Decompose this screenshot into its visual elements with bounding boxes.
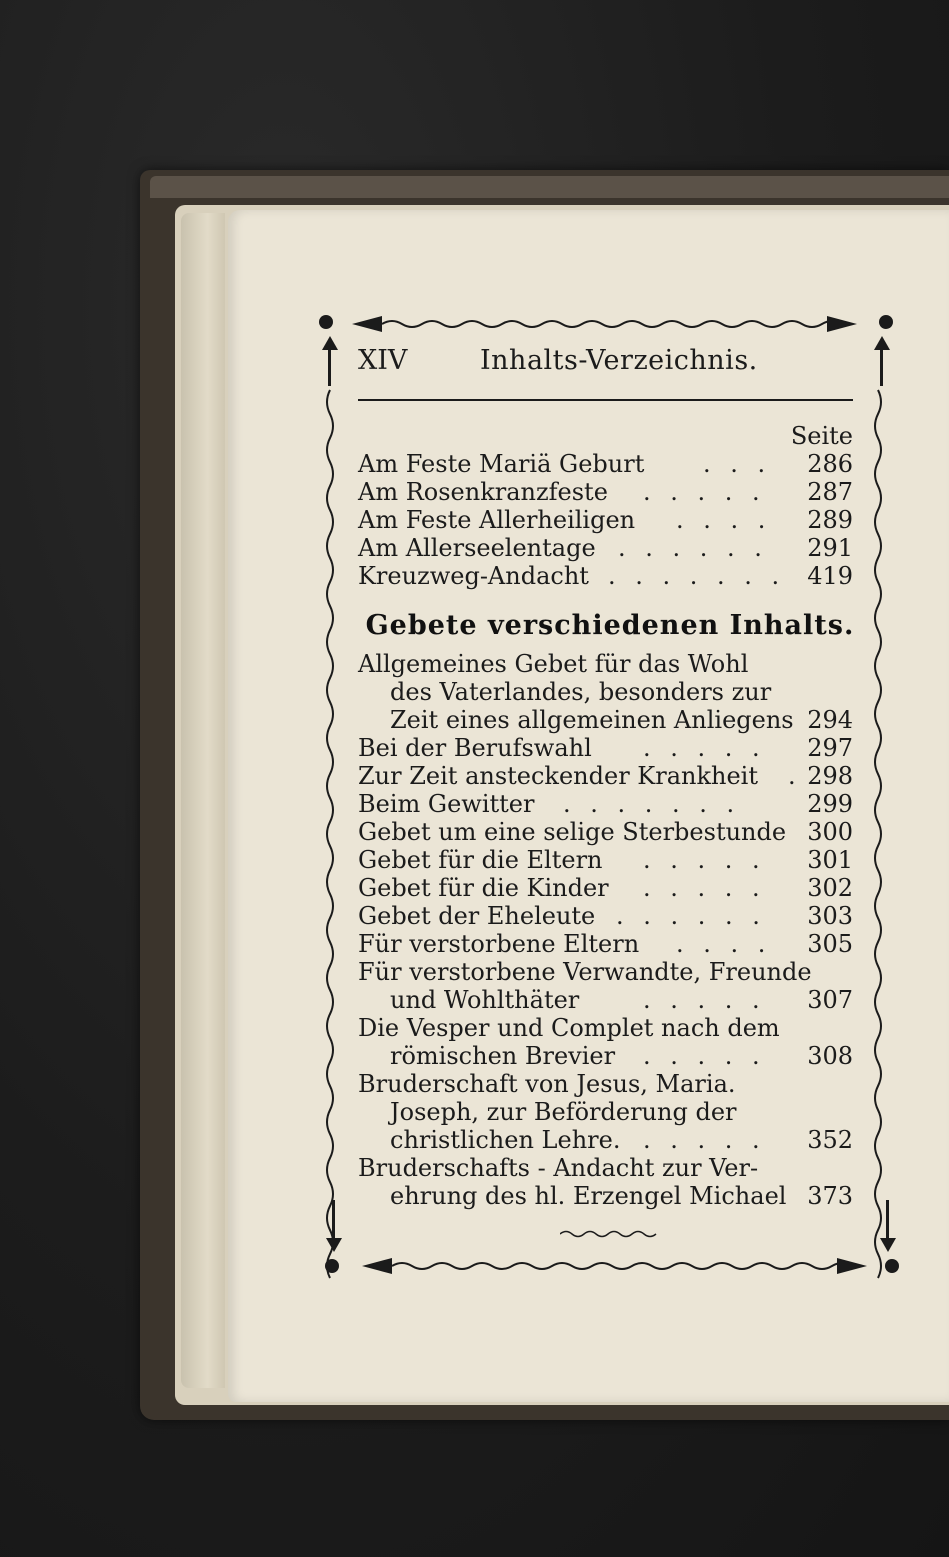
- entry-leader: . . . . . .: [616, 902, 766, 930]
- entry-page: 302: [807, 874, 853, 902]
- entry-title: Die Vesper und Complet nach dem: [358, 1014, 780, 1042]
- entry-title: Für verstorbene Verwandte, Freunde: [358, 958, 812, 986]
- entry-leader: . . . . .: [643, 1126, 766, 1154]
- entry-page: 305: [807, 930, 853, 958]
- toc-entry: [358, 706, 853, 734]
- header-rule: [358, 399, 853, 401]
- toc-entry: [358, 874, 853, 902]
- entry-title: römischen Brevier: [390, 1042, 616, 1070]
- entry-title: Am Allerseelentage: [358, 534, 596, 562]
- toc-entry: [358, 562, 853, 590]
- entry-leader: . . . . . . .: [608, 562, 786, 590]
- entry-title: und Wohlthäter: [390, 986, 580, 1014]
- entry-title: Am Rosenkranzfeste: [358, 478, 608, 506]
- entry-leader: . . .: [703, 450, 772, 478]
- entry-page: 419: [807, 562, 853, 590]
- entry-title: Joseph, zur Beförderung der: [390, 1098, 737, 1126]
- entry-leader: . . . .: [676, 930, 772, 958]
- entry-title: Gebet für die Kinder: [358, 874, 609, 902]
- entry-title: Gebet für die Eltern: [358, 846, 603, 874]
- toc-entry: [358, 1182, 853, 1210]
- toc-entry: [358, 1070, 853, 1098]
- page-number: XIV: [358, 345, 408, 376]
- entry-leader: . . . . .: [643, 986, 766, 1014]
- toc-entry: [358, 902, 853, 930]
- toc-entry: [358, 958, 853, 986]
- entry-title: Beim Gewitter: [358, 790, 535, 818]
- entry-page: 297: [807, 734, 853, 762]
- entry-leader: .: [788, 762, 802, 790]
- toc-entry: [358, 534, 853, 562]
- toc-section-2: [358, 650, 853, 1210]
- page-column-label: Seite: [790, 422, 853, 450]
- toc-entry: [358, 478, 853, 506]
- entry-page: 286: [807, 450, 853, 478]
- entry-title: Gebet um eine selige Sterbestunde: [358, 818, 787, 846]
- entry-page: 307: [807, 986, 853, 1014]
- entry-leader: . . . . . . .: [563, 790, 741, 818]
- toc-entry: [358, 930, 853, 958]
- running-title: Inhalts-Verzeichnis.: [480, 345, 758, 376]
- entry-leader: . . . .: [676, 506, 772, 534]
- entry-page: 301: [807, 846, 853, 874]
- entry-title: Kreuzweg-Andacht: [358, 562, 589, 590]
- toc-entry: [358, 506, 853, 534]
- toc-entry: [358, 734, 853, 762]
- entry-leader: . . . . .: [643, 734, 766, 762]
- entry-title: Zur Zeit ansteckender Krankheit: [358, 762, 758, 790]
- entry-title: ehrung des hl. Erzengel Michael: [390, 1182, 787, 1210]
- toc-entry: [358, 1014, 853, 1042]
- entry-page: 373: [807, 1182, 853, 1210]
- entry-title: Bruderschaft von Jesus, Maria.: [358, 1070, 736, 1098]
- entry-page: 298: [807, 762, 853, 790]
- entry-leader: . . . . .: [643, 478, 766, 506]
- entry-title: Am Feste Allerheiligen: [358, 506, 636, 534]
- entry-leader: . . . . .: [643, 846, 766, 874]
- toc-entry: [358, 1042, 853, 1070]
- toc-entry: [358, 986, 853, 1014]
- entry-title: Für verstorbene Eltern: [358, 930, 640, 958]
- toc-entry: [358, 818, 853, 846]
- entry-title: christlichen Lehre.: [390, 1126, 621, 1154]
- entry-title: des Vaterlandes, besonders zur: [390, 678, 772, 706]
- entry-leader: . . . . .: [643, 874, 766, 902]
- entry-page: 352: [807, 1126, 853, 1154]
- toc-entry: [358, 846, 853, 874]
- entry-page: 294: [807, 706, 853, 734]
- entry-title: Allgemeines Gebet für das Wohl: [358, 650, 749, 678]
- toc-entry: [358, 762, 853, 790]
- toc-section-1: [358, 450, 853, 590]
- entry-page: 289: [807, 506, 853, 534]
- toc-entry: [358, 450, 853, 478]
- entry-leader: . . . . .: [643, 1042, 766, 1070]
- running-head: [358, 345, 853, 385]
- entry-leader: . . . . . .: [618, 534, 768, 562]
- entry-title: Gebet der Eheleute: [358, 902, 596, 930]
- toc-entry: [358, 650, 853, 678]
- entry-title: Am Feste Mariä Geburt: [358, 450, 645, 478]
- toc-entry: [358, 678, 853, 706]
- entry-page: 300: [807, 818, 853, 846]
- entry-page: 303: [807, 902, 853, 930]
- entry-title: Zeit eines allgemeinen Anliegens: [390, 706, 794, 734]
- toc-entry: [358, 1154, 853, 1182]
- entry-page: 287: [807, 478, 853, 506]
- entry-page: 299: [807, 790, 853, 818]
- toc-entry: [358, 790, 853, 818]
- section-heading: Gebete verschiedenen Inhalts.: [365, 610, 855, 641]
- toc-entry: [358, 1098, 853, 1126]
- toc-entry: [358, 1126, 853, 1154]
- entry-page: 308: [807, 1042, 853, 1070]
- entry-title: Bei der Berufswahl: [358, 734, 592, 762]
- entry-page: 291: [807, 534, 853, 562]
- entry-title: Bruderschafts - Andacht zur Ver-: [358, 1154, 759, 1182]
- flourish-icon: [560, 1228, 660, 1240]
